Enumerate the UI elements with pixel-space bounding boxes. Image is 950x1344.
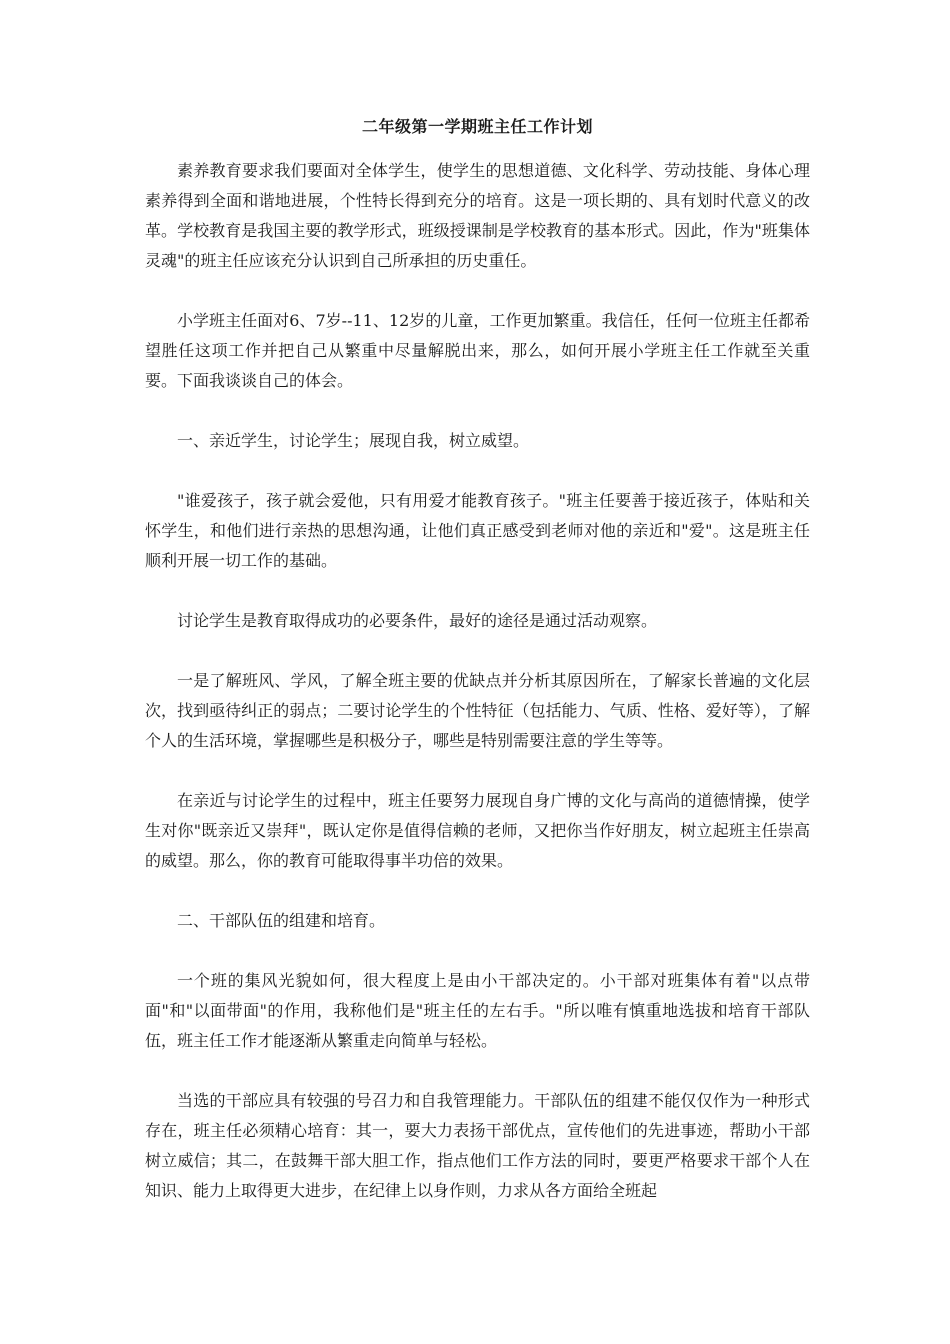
paragraph-2: 小学班主任面对6、7岁--11、12岁的儿童，工作更加繁重。我信任，任何一位班主任都希望胜任这项工作并把自己从繁重中尽量解脱出来，那么，如何开展小学班主任工作就至关重要。下面我谈谈自己的体会。: [145, 311, 810, 390]
document-page: [145, 112, 810, 1236]
paragraph-5: 一是了解班风、学风，了解全班主要的优缺点并分析其原因所在，了解家长普遍的文化层次，找到亟待纠正的弱点；二要讨论学生的个性特征（包括能力、气质、性格、爱好等），了解个人的生活环境，掌握哪些是积极分子，哪些是特别需要注意的学生等等。: [145, 671, 810, 750]
document-title: 二年级第一学期班主任工作计划: [361, 117, 593, 136]
paragraph-3: "谁爱孩子，孩子就会爱他，只有用爱才能教育孩子。"班主任要善于接近孩子，体贴和关怀学生，和他们进行亲热的思想沟通，让他们真正感受到老师对他的亲近和"爱"。这是班主任顺利开展一切工作的基础。: [145, 491, 810, 570]
paragraph-8: 当选的干部应具有较强的号召力和自我管理能力。干部队伍的组建不能仅仅作为一种形式存在，班主任必须精心培育：其一，要大力表扬干部优点，宣传他们的先进事迹，帮助小干部树立威信；其二，在鼓舞干部大胆工作，指点他们工作方法的同时，要更严格要求干部个人在知识、能力上取得更大进步，在纪律上以身作则，力求从各方面给全班起: [145, 1091, 810, 1200]
paragraph-1: 素养教育要求我们要面对全体学生，使学生的思想道德、文化科学、劳动技能、身体心理素养得到全面和谐地进展，个性特长得到充分的培育。这是一项长期的、具有划时代意义的改革。学校教育是我国主要的教学形式，班级授课制是学校教育的基本形式。因此，作为"班集体灵魂"的班主任应该充分认识到自己所承担的历史重任。: [145, 161, 810, 270]
section-heading-2: 二、干部队伍的组建和培育。: [177, 911, 386, 930]
paragraph-7: 一个班的集风光貌如何，很大程度上是由小干部决定的。小干部对班集体有着"以点带面"和"以面带面"的作用，我称他们是"班主任的左右手。"所以唯有慎重地选拔和培育干部队伍，班主任工作才能逐渐从繁重走向简单与轻松。: [145, 971, 810, 1050]
paragraph-6: 在亲近与讨论学生的过程中，班主任要努力展现自身广博的文化与高尚的道德情操，使学生对你"既亲近又崇拜"，既认定你是值得信赖的老师，又把你当作好朋友，树立起班主任崇高的威望。那么，你的教育可能取得事半功倍的效果。: [145, 791, 810, 870]
section-heading-1: 一、亲近学生，讨论学生；展现自我，树立威望。: [177, 431, 530, 450]
paragraph-4: 讨论学生是教育取得成功的必要条件，最好的途径是通过活动观察。: [177, 611, 658, 630]
